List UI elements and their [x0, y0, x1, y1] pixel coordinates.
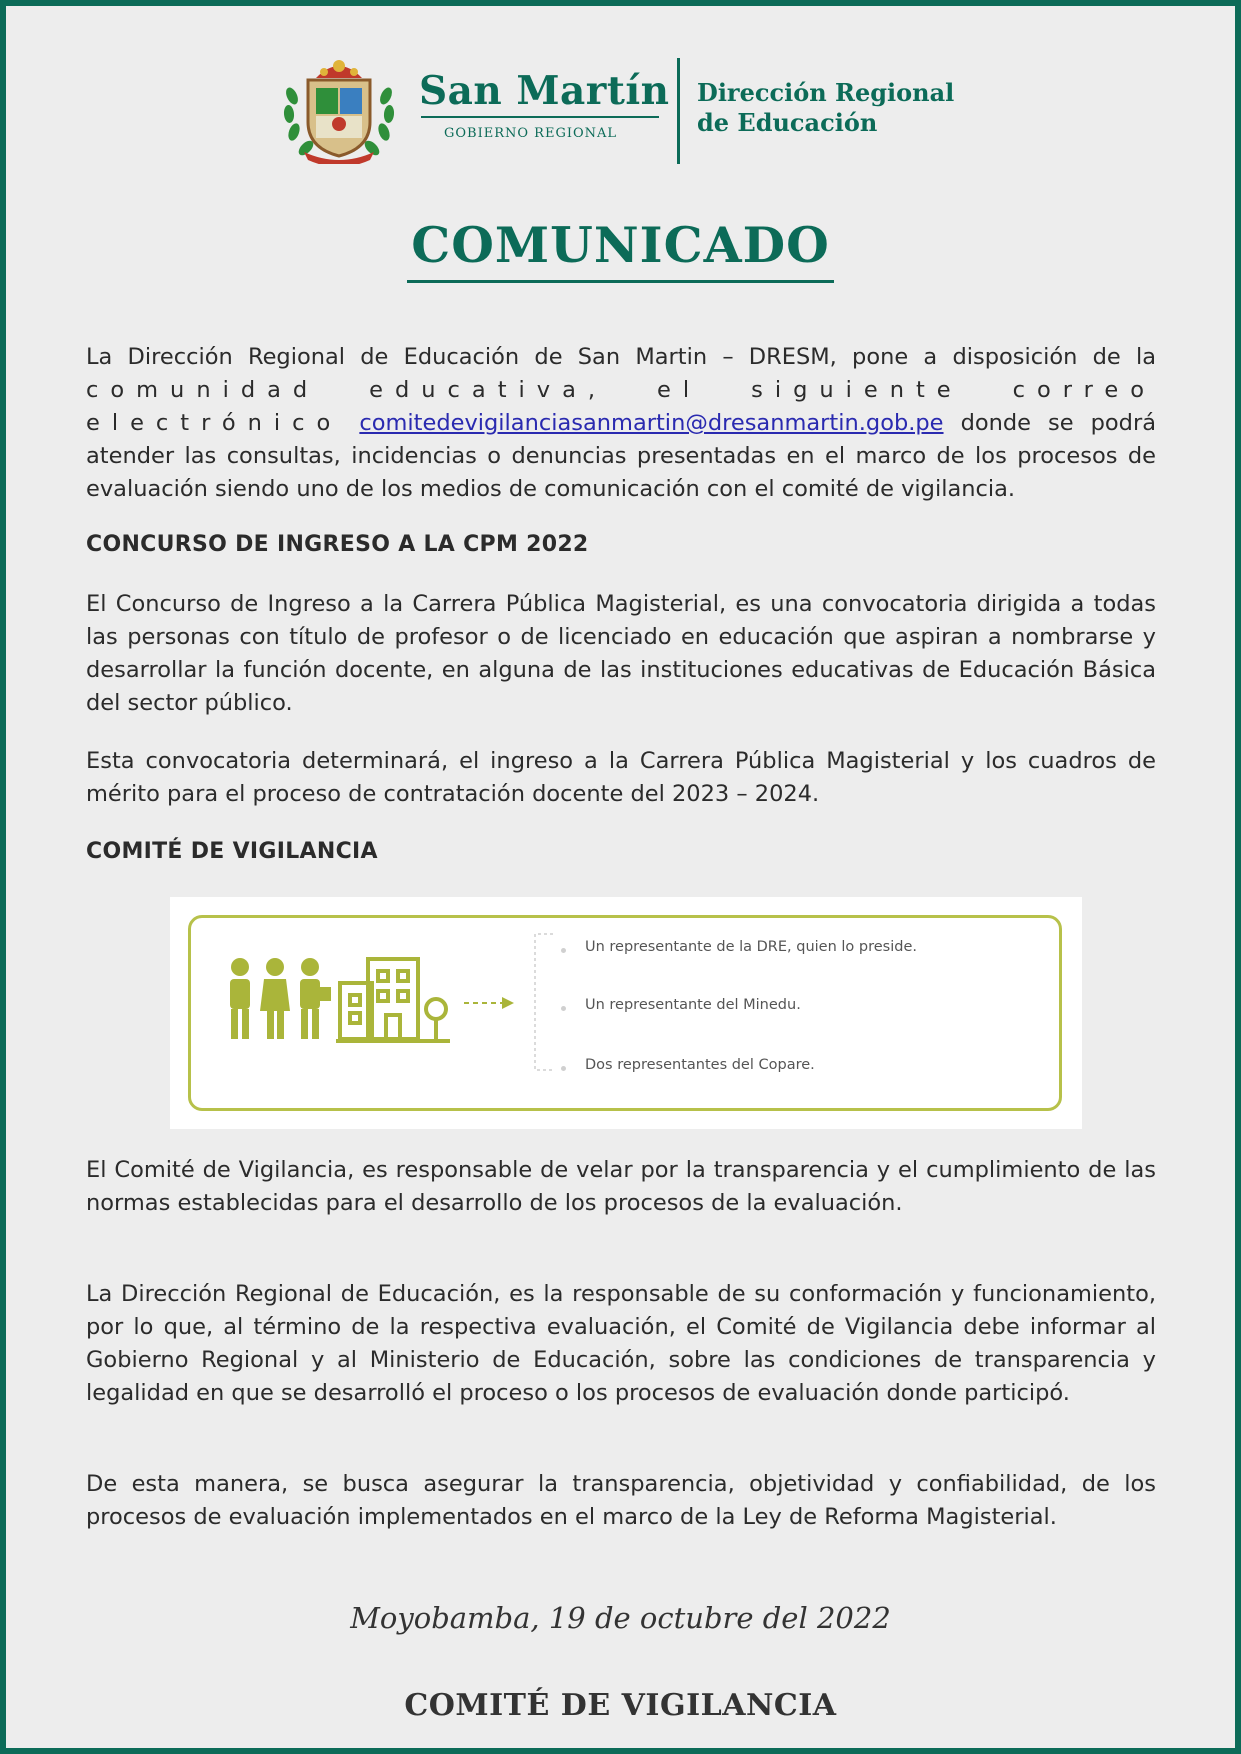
comite-paragraph-1-text: El Comité de Vigilancia, es responsable de velar por la transparencia y el cumplimiento de las normas establecidas para el desarrollo de los procesos de la evaluación.	[86, 1157, 1156, 1216]
concurso-paragraph-1	[86, 588, 1156, 720]
comite-paragraph-3-text: De esta manera, se busca asegurar la transparencia, objetividad y confiabilidad, de los procesos de evaluación implementados en el marco de la Ley de Reforma Magisterial.	[86, 1471, 1156, 1530]
concurso-paragraph-1-text: El Concurso de Ingreso a la Carrera Pública Magisterial, es una convocatoria dirigida a todas las personas con título de profesor o de licenciado en educación que aspiran a nombrarse y desarrollar la función docente, en alguna de las instituciones educativas de Educación Básica del sector público.	[86, 591, 1156, 716]
intro-paragraph	[86, 341, 1156, 506]
committee-figure	[170, 897, 1082, 1129]
brand-subtitle: GOBIERNO REGIONAL	[444, 126, 618, 141]
document-title	[6, 216, 1235, 283]
place-and-date: Moyobamba, 19 de octubre del 2022	[350, 1601, 891, 1635]
committee-member-item: Dos representantes del Copare.	[585, 1057, 815, 1073]
committee-member-item: Un representante de la DRE, quien lo preside.	[585, 939, 917, 955]
committee-members-and-building-icon	[218, 953, 518, 1063]
regional-crest-icon	[282, 56, 396, 164]
brand-title: San Martín	[419, 68, 670, 114]
intro-line-3: donde se podrá atender las consultas, incidencias o denuncias presentadas en el marco de los procesos de evaluación siendo uno de los medios de comunicación con el comité de vigilancia.	[86, 410, 1157, 502]
brand-underline	[421, 116, 659, 118]
comite-paragraph-3	[86, 1468, 1156, 1534]
agency-name-line-1: Dirección Regional	[697, 78, 955, 107]
signer-name: COMITÉ DE VIGILANCIA	[404, 1688, 837, 1723]
committee-member-item: Un representante del Minedu.	[585, 997, 801, 1013]
intro-line-1: La Dirección Regional de Educación de San Martin – DRESM, pone a disposición de la	[86, 344, 1156, 370]
agency-name-line-2: de Educación	[697, 108, 878, 137]
concurso-paragraph-2-text: Esta convocatoria determinará, el ingreso a la Carrera Pública Magisterial y los cuadros de mérito para el proceso de contratación docente del 2023 – 2024.	[86, 748, 1156, 807]
comite-paragraph-2-text: La Dirección Regional de Educación, es la responsable de su conformación y funcionamiento, por lo que, al término de la respectiva evaluación, el Comité de Vigilancia debe informar al Gobierno Regional y al Ministerio de Educación, sobre las condiciones de transparencia y legalidad en que se desarrolló el proceso o los procesos de evaluación donde participó.	[86, 1281, 1156, 1406]
header-divider	[677, 58, 680, 164]
document-title-text: COMUNICADO	[407, 216, 834, 283]
letterhead	[279, 54, 999, 166]
comite-paragraph-1	[86, 1154, 1156, 1220]
committee-members-list	[545, 925, 1015, 1075]
contact-email-link[interactable]: comitedevigilanciasanmartin@dresanmartin.gob.pe	[359, 410, 944, 436]
comite-paragraph-2	[86, 1278, 1156, 1410]
concurso-paragraph-2	[86, 745, 1156, 811]
section-heading-concurso: CONCURSO DE INGRESO A LA CPM 2022	[86, 532, 589, 557]
section-heading-comite: COMITÉ DE VIGILANCIA	[86, 839, 378, 864]
intro-line-2: comunidad educativa, el siguiente correo electrónico	[86, 377, 1156, 436]
